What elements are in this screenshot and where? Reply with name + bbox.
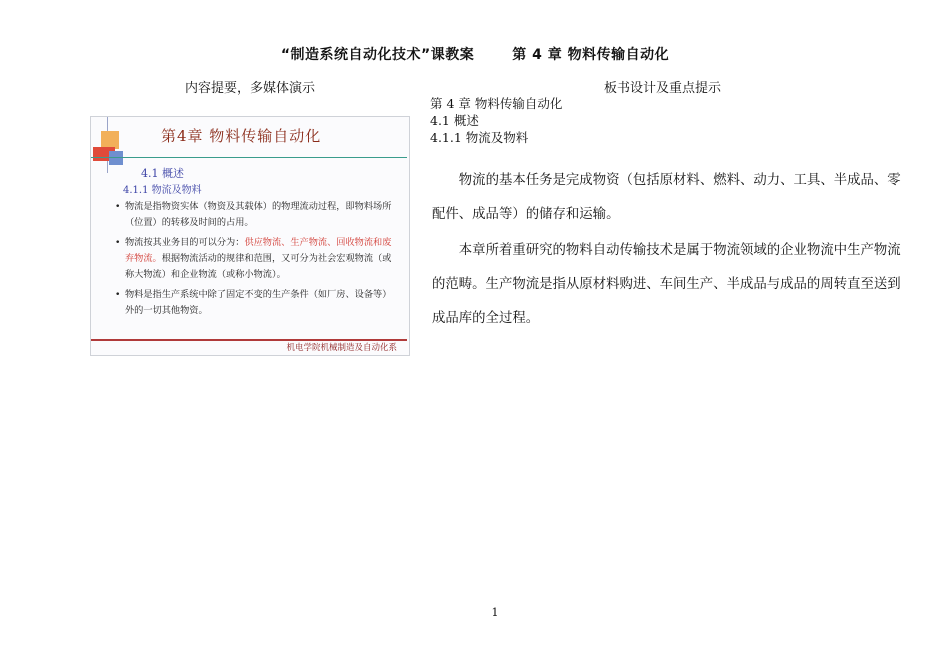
slide-title-rule — [91, 157, 407, 158]
slide-bullet-text: 供应物流、生产物流、回收物流和废弃物流。 — [125, 237, 392, 264]
right-column-heading: 板书设计及重点提示 — [604, 81, 722, 96]
board-outline — [430, 95, 562, 146]
body-paragraph: 物流的基本任务是完成物资（包括原材料、燃料、动力、工具、半成品、零配件、成品等）的储存和运输。 — [432, 173, 901, 222]
slide-bullet-text: 物料是指生产系统中除了固定不变的生产条件（如厂房、设备等）外的一切其他物资。 — [125, 289, 392, 316]
slide-decor-square — [109, 151, 123, 165]
slide-title: 第4章 物料传输自动化 — [161, 127, 322, 145]
slide-bullet-text: 物流按其业务目的可以分为： — [125, 237, 245, 248]
page-number: 1 — [491, 606, 499, 619]
slide-footer: 机电学院机械制造及自动化系 — [91, 339, 407, 355]
outline-section: 4.1 概述 — [430, 113, 479, 128]
page-title — [0, 44, 950, 64]
slide-section-heading: 4.1 概述 — [141, 167, 184, 180]
course-title: “制造系统自动化技术”课教案 — [280, 47, 475, 63]
slide-bullet-text: 物流是指物资实体（物资及其载体）的物理流动过程，即物料场所（位置）的转移及时间的占用。 — [125, 201, 392, 228]
slide-bullet-item — [115, 287, 397, 319]
body-paragraph: 本章所着重研究的物料自动传输技术是属于物流领域的企业物流中生产物流的范畴。生产物流是指从原材料购进、车间生产、半成品与成品的周转直至送到成品库的全过程。 — [432, 243, 901, 326]
left-column-heading: 内容提要，多媒体演示 — [185, 81, 316, 96]
slide-thumbnail — [90, 116, 410, 356]
slide-bullet-item — [115, 235, 397, 283]
slide-bullet-list — [115, 199, 397, 323]
outline-chapter: 第 4 章 物料传输自动化 — [430, 96, 563, 111]
slide-bullet-item — [115, 199, 397, 231]
slide-subsection-heading: 4.1.1 物流及物料 — [123, 185, 202, 196]
chapter-title: 第 4 章 物料传输自动化 — [512, 47, 670, 63]
outline-subsection: 4.1.1 物流及物料 — [430, 130, 529, 145]
slide-bullet-text: 根据物流活动的规律和范围，又可分为社会宏观物流（或称大物流）和企业物流（或称小物流）。 — [125, 253, 392, 280]
